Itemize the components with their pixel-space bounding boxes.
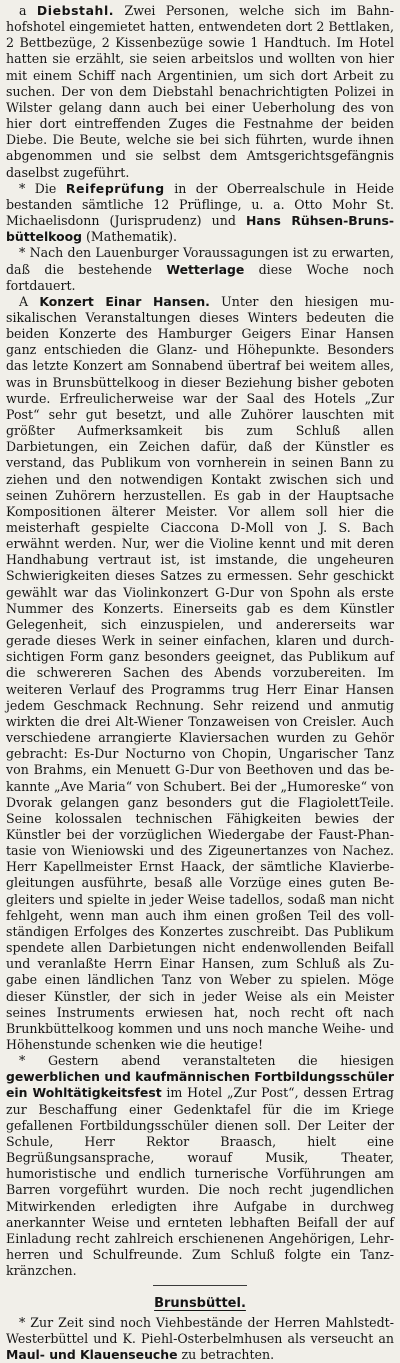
article-exam-headline: Reifeprüfung (65, 180, 165, 196)
article-theft-body: Zwei Personen, welche sich im Bahnhofshotel eingemietet hatten, entwendeten dort 2 Bettlaken, 2 Bettbezüge, 2 Kissenbezüge sowie 1 Handtuch. Im Hotel hatten sie erzählt, sie seien arbeitslos und wollten von hier mit einem Schiff nach Argentinien, um sich dort Arbeit zu suchen. Der von dem Diebstahl benachrichtigten Polizei in Wilster gelang dann auch bei einer Ueberholung des von hier dort eintreffenden Zuges die Festnahme der beiden Diebe. Die Beute, welche sie bei sich führten, wurde ihnen abgenommen und sie selbst dem Amtsgerichtsgefängnis daselbst zugeführt. (6, 3, 395, 180)
article-livestock (6, 1315, 394, 1363)
article-concert-prefix: A (19, 293, 40, 309)
article-theft (6, 3, 394, 181)
article-theft-headline: Diebstahl. (36, 3, 115, 18)
article-weather-prefix: * Nach den Lauenburger Voraussagungen ist zu erwarten, daß die bestehende (6, 245, 394, 277)
article-charity-prefix: * Gestern abend veranstalteten die hiesigen (19, 1053, 394, 1069)
article-charity-headline: gewerblichen und kaufmännischen Fortbildungsschüler ein Wohltätigkeitsfest (6, 1069, 394, 1101)
article-exam-name-highlight: Hans Rühsen-Brunsbüttelkoog (6, 213, 394, 245)
article-concert-body: Unter den hiesigen musikalischen Veranstaltungen dieses Winters bedeuten die beiden Konzerte des Hamburger Geigers Einar Hansen ganz entschieden die Glanz- und Höhepunkte. Besonders das letzte Konzert am Sonnabend übertraf bei weitem alles, was in Brunsbüttelkoog in dieser Beziehung bisher geboten wurde. Erfreulicherweise war der Saal des Hotels „Zur Post“ sehr gut besetzt, und alle Zuhörer lauschten mit größter Aufmerksamkeit bis zum Schluß allen Darbietungen, ein Zeichen dafür, daß der Künstler es verstand, das Publikum von vornherein in seinen Bann zu ziehen und den notwendigen Kontakt zwischen sich und seinen Zuhörern herzustellen. Es gab in der Hauptsache Kompositionen älterer Meister. Vor allem soll hier die meisterhaft gespielte Ciaccona D-Moll von J. S. Bach erwähnt werden. Nur, wer die Violine kennt und mit deren Handhabung vertraut ist, ist imstande, die ungeheuren Schwierigkeiten dieses Satzes zu ermessen. Sehr geschickt gewählt war das Violinkonzert G-Dur von Spohn als erste Nummer des Konzerts. Einerseits gab es dem Künstler Gelegenheit, sich einzuspielen, und andererseits war gerade dieses Werk in seiner einfachen, klaren und durchsichtigen Form ganz besonders geeignet, das Publikum auf die schwereren Sachen des Abends vorzubereiten. Im weiteren Verlauf des Programms trug Herr Einar Hansen jedem Geschmack Rechnung. Sehr reizend und anmutig wirkten die drei Alt-Wiener Tonzaweisen von Creisler. Auch verschiedene arrangierte Klaviersachen wurden zu Gehör gebracht: Es-Dur Nocturno von Chopin, Ungarischer Tanz von Brahms, ein Menuett G-Dur von Beethoven und das bekannte „Ave Maria“ von Schubert. Bei der „Humoreske“ von Dvorak gelangen ganz besonders gut die FlagiolettTeile. Seine kolossalen technischen Fähigkeiten bewies der Künstler bei der vorzüglichen Wiedergabe der Faust-Phantasie von Wieniowski und des Zigeunertanzes von Nachez. Herr Kapellmeister Ernst Haack, der sämtliche Klavierbegleitungen ausführte, besaß alle Vorzüge eines guten Begleiters und spielte in jeder Weise tadellos, sodaß man nicht fehlgeht, wenn man auch ihm einen großen Teil des vollständigen Erfolges des Konzertes zuschreibt. Das Publikum spendete allen Darbietungen nicht endenwollenden Beifall und veranlaßte Herrn Einar Hansen, zum Schluß als Zugabe einen ländlichen Tanz von Weber zu spielen. Möge dieser Künstler, der sich in jeder Weise als ein Meister seines Instruments erwiesen hat, noch recht oft nach Brunkbüttelkoog kommen und uns noch manche Weihe- und Höhenstunde schenken wie die heutige! (6, 293, 394, 1052)
article-exam (6, 181, 394, 246)
article-concert (6, 294, 394, 1053)
article-livestock-headline: Maul- und Klauenseuche (6, 1346, 178, 1362)
article-exam-body-1: in der Oberrealschule in Heide bestanden sämtliche 12 Prüflinge, u. a. Otto Mohr St. Michaelisdonn (Jurisprudenz) und (6, 180, 394, 229)
article-weather (6, 245, 394, 293)
article-weather-headline: Wetterlage (166, 261, 245, 277)
article-theft-prefix: a (19, 3, 37, 18)
article-livestock-prefix: * Zur Zeit sind noch Viehbestände der Herren Mahlstedt-Westerbüttel und K. Piehl-Osterbelmhusen als verseucht an (6, 1314, 394, 1346)
article-charity-body: im Hotel „Zur Post“, dessen Ertrag zur Beschaffung einer Gedenktafel für die im Kriege gefallenen Fortbildungsschüler dienen soll. Der Leiter der Schule, Herr Rektor Braasch, hielt eine Begrüßungsansprache, worauf Musik, Theater, humoristische und endlich turnerische Vorführungen am Barren vorgeführt wurden. Die noch recht jugendlichen Mitwirkenden erledigten ihre Aufgabe in durchweg anerkannter Weise und ernteten lebhaften Beifall der auf Einladung recht zahlreich erschienenen Angehörigen, Lehrherren und Schulfreunde. Zum Schluß folgte ein Tanzkränzchen. (6, 1085, 394, 1279)
article-concert-headline: Konzert Einar Hansen. (39, 293, 210, 309)
article-livestock-body: zu betrachten. (177, 1346, 275, 1362)
article-charity-fest (6, 1053, 394, 1279)
article-exam-prefix: * Die (19, 180, 66, 196)
section-title-brunsbuettel: Brunsbüttel. (154, 1296, 246, 1312)
section-divider (153, 1285, 247, 1286)
article-exam-body-2: (Mathematik). (82, 229, 178, 245)
article-weather-body: diese Woche noch fortdauert. (6, 261, 394, 293)
